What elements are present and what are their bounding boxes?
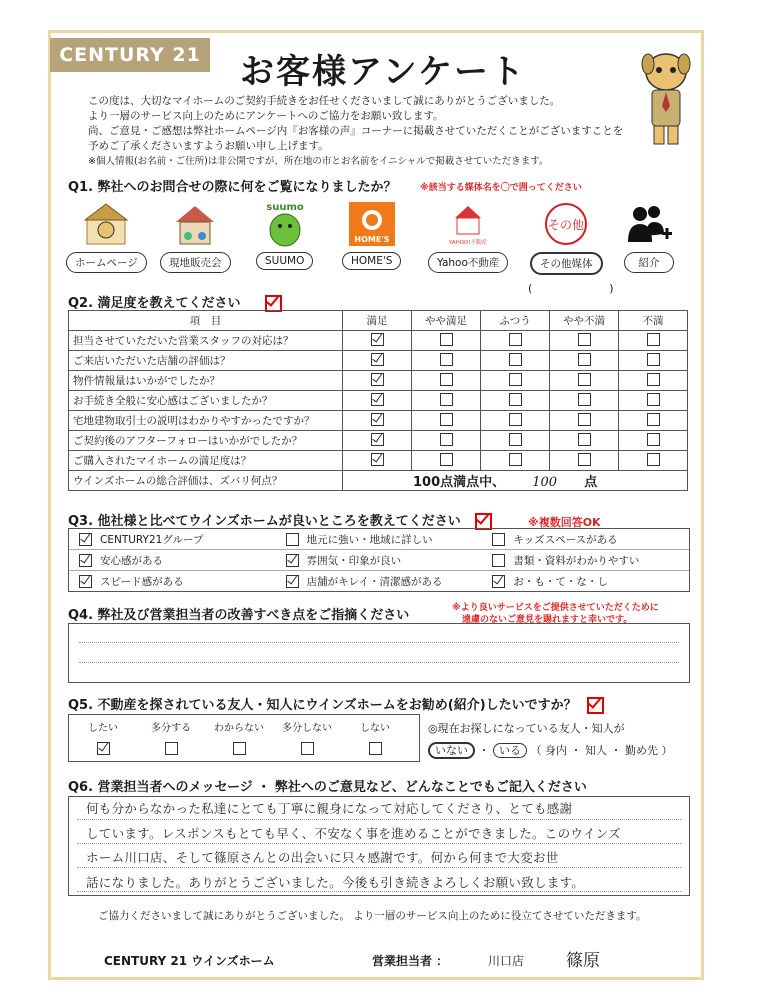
media-suumo[interactable]: [256, 200, 313, 270]
rating-checkbox[interactable]: [647, 393, 660, 406]
mascot-house-icon: [81, 200, 131, 248]
q3-option[interactable]: [276, 574, 483, 589]
option-checkbox[interactable]: [79, 533, 92, 546]
option-checkbox[interactable]: [492, 554, 505, 567]
q5-option[interactable]: [345, 719, 405, 758]
message-line: 何も分からなかった私達にとても丁寧に親身になって対応してくださり、とても感謝: [86, 801, 573, 816]
row-item: 宅地建物取引士の説明はわかりやすかったですか？: [69, 411, 343, 431]
rating-checkbox[interactable]: [578, 353, 591, 366]
option-label: しない: [360, 723, 390, 734]
suumo-icon: [260, 200, 310, 248]
q3-option[interactable]: [276, 553, 483, 568]
rating-checkbox[interactable]: [371, 353, 384, 366]
rating-checkbox[interactable]: [647, 333, 660, 346]
option-label: 店舗がキレイ・清潔感がある: [306, 575, 443, 588]
q5-option[interactable]: [141, 719, 201, 758]
rating-checkbox[interactable]: [440, 453, 453, 466]
rating-checkbox[interactable]: [647, 453, 660, 466]
option-label: 安心感がある: [100, 554, 163, 567]
rating-checkbox[interactable]: [440, 333, 453, 346]
media-homes[interactable]: [342, 200, 401, 270]
yahoo-house-icon: [443, 200, 493, 248]
q3-row: [69, 571, 689, 591]
message-line: ホーム川口店、そして篠原さんとの出会いに只々感謝です。何から何まで大変お世: [86, 850, 559, 865]
q5-option[interactable]: [209, 719, 269, 758]
table-row: [69, 431, 688, 451]
media-label: 現地販売会: [160, 252, 231, 273]
rating-checkbox[interactable]: [578, 453, 591, 466]
other-stamp-text: その他: [548, 218, 585, 232]
q3-heading: [68, 510, 492, 530]
col-item: 項 目: [69, 311, 343, 331]
option-checkbox[interactable]: [369, 742, 382, 755]
q5-options: [68, 714, 420, 762]
rating-checkbox[interactable]: [578, 373, 591, 386]
rating-checkbox[interactable]: [578, 413, 591, 426]
privacy-note: ※個人情報(お名前・ご住所)は非公開ですが、所在地の市とお名前をイニシャルで掲載させていただきます。: [88, 156, 549, 167]
media-yahoo[interactable]: [428, 200, 508, 273]
rating-checkbox[interactable]: [509, 333, 522, 346]
option-checkbox[interactable]: [165, 742, 178, 755]
rating-checkbox[interactable]: [440, 393, 453, 406]
q1-note: ※該当する媒体名を〇で囲ってください: [420, 183, 582, 193]
q3-option[interactable]: [69, 532, 276, 547]
friends-options: [428, 740, 672, 762]
rating-checkbox[interactable]: [509, 353, 522, 366]
media-label: Yahoo不動産: [428, 252, 508, 273]
option-label: キッズスペースがある: [513, 533, 618, 546]
q2-heading: [68, 292, 282, 312]
red-check-icon: [587, 697, 604, 714]
table-row: [69, 391, 688, 411]
col-header: 不満: [619, 311, 688, 331]
option-label: 雰囲気・印象が良い: [306, 554, 402, 567]
option-label: スピード感がある: [100, 575, 184, 588]
table-row: [69, 411, 688, 431]
rating-checkbox[interactable]: [647, 373, 660, 386]
paren-open: (: [528, 282, 533, 295]
row-item: 担当させていただいた営業スタッフの対応は？: [69, 331, 343, 351]
q6-heading: Q6. 営業担当者へのメッセージ ・ 弊社へのご意見など、どんなことでもご記入ください: [68, 780, 587, 795]
intro-line: より一層のサービス向上のためにアンケートへのご協力をお願い致します。: [88, 110, 444, 122]
total-value: 100: [532, 475, 558, 490]
q5-option[interactable]: [73, 719, 133, 758]
col-header: 満足: [343, 311, 412, 331]
friends-label: ◎現在お探しになっている友人・知人が: [428, 722, 625, 735]
q3-option[interactable]: [276, 532, 483, 547]
rating-checkbox[interactable]: [578, 393, 591, 406]
rating-checkbox[interactable]: [371, 413, 384, 426]
intro-line: 予めご了承くださいますようお願い申し上げます。: [88, 140, 329, 152]
option-checkbox[interactable]: [286, 575, 299, 588]
col-header: ふつう: [481, 311, 550, 331]
q3-row: [69, 550, 689, 571]
rating-checkbox[interactable]: [647, 433, 660, 446]
people-add-icon: [624, 200, 674, 248]
friends-none-option[interactable]: いない: [428, 742, 475, 759]
table-row: [69, 331, 688, 351]
media-open-house[interactable]: [160, 200, 231, 273]
q1-heading: Q1. 弊社へのお問合せの際に何をご覧になりましたか？: [68, 180, 397, 195]
q3-option[interactable]: [482, 532, 689, 547]
option-label: 書類・資料がわかりやすい: [513, 554, 640, 567]
q3-note: ※複数回答OK: [528, 516, 601, 529]
q3-options-grid: [68, 528, 690, 592]
relations-options[interactable]: （ 身内 ・ 知人 ・ 勤め先 ）: [530, 744, 673, 757]
option-checkbox[interactable]: [233, 742, 246, 755]
intro-text: [88, 94, 648, 169]
rating-checkbox[interactable]: [509, 453, 522, 466]
homes-brand-text: HOME'S: [354, 235, 390, 244]
option-label: お・も・て・な・し: [513, 575, 608, 588]
table-header-row: [69, 311, 688, 331]
writing-line: [79, 642, 679, 643]
separator: ・: [478, 744, 490, 757]
rating-checkbox[interactable]: [509, 433, 522, 446]
q4-comment-field[interactable]: [68, 623, 690, 683]
option-label: CENTURY21グループ: [100, 533, 204, 546]
q5-heading-text: Q5. 不動産を探されている友人・知人にウインズホームをお勧め(紹介)したいですか？: [68, 698, 577, 713]
rating-checkbox[interactable]: [371, 393, 384, 406]
q3-option[interactable]: [69, 574, 276, 589]
total-score-row: [69, 471, 688, 491]
row-item: 物件情報量はいかがでしたか？: [69, 371, 343, 391]
table-row: [69, 371, 688, 391]
rating-checkbox[interactable]: [440, 413, 453, 426]
rating-checkbox[interactable]: [509, 413, 522, 426]
media-label: ホームページ: [66, 252, 147, 273]
homes-icon: [347, 200, 397, 248]
q3-row: [69, 529, 689, 550]
rating-checkbox[interactable]: [371, 373, 384, 386]
suumo-brand-text: suumo: [265, 202, 304, 213]
rating-checkbox[interactable]: [509, 373, 522, 386]
q3-option[interactable]: [69, 553, 276, 568]
option-label: わからない: [214, 723, 264, 734]
option-label: 多分する: [151, 723, 191, 734]
friends-some-option[interactable]: いる: [493, 743, 527, 758]
media-other[interactable]: [530, 200, 603, 275]
rating-checkbox[interactable]: [578, 333, 591, 346]
q2-heading-text: Q2. 満足度を教えてください: [68, 296, 241, 311]
row-item: ご契約後のアフターフォローはいかがでしたか？: [69, 431, 343, 451]
rating-checkbox[interactable]: [371, 433, 384, 446]
paren-close: ): [609, 282, 614, 295]
yahoo-brand-text: YAHOO!不動産: [449, 240, 488, 246]
rating-checkbox[interactable]: [578, 433, 591, 446]
closing-message: ご協力くださいまして誠にありがとうございました。 より一層のサービス向上のために役立てさせていただきます。: [98, 910, 647, 922]
option-label: したい: [88, 723, 118, 734]
total-score[interactable]: [343, 471, 688, 491]
media-label: 紹介: [624, 252, 674, 273]
total-prefix: 100点満点中、: [413, 475, 506, 490]
footer-staff-label: 営業担当者 ：: [372, 954, 449, 968]
option-checkbox[interactable]: [79, 554, 92, 567]
q5-friends: [428, 718, 672, 762]
media-label: その他媒体: [530, 252, 603, 275]
option-checkbox[interactable]: [79, 575, 92, 588]
rating-checkbox[interactable]: [440, 373, 453, 386]
option-label: 多分しない: [282, 723, 332, 734]
page-title: お客様アンケート: [240, 52, 526, 92]
rating-checkbox[interactable]: [371, 333, 384, 346]
col-header: やや満足: [412, 311, 481, 331]
rating-checkbox[interactable]: [371, 453, 384, 466]
q4-heading: Q4. 弊社及び営業担当者の改善すべき点をご指摘ください: [68, 608, 410, 623]
footer-branch: 川口店: [488, 954, 525, 968]
intro-line: 尚、ご意見・ご感想は弊社ホームページ内『お客様の声』コーナーに掲載させていただくことがございますことを: [88, 125, 624, 137]
century21-logo: CENTURY 21: [50, 38, 210, 72]
q3-option[interactable]: [482, 553, 689, 568]
media-label: SUUMO: [256, 252, 313, 270]
house-family-icon: [170, 200, 220, 248]
option-checkbox[interactable]: [492, 575, 505, 588]
option-checkbox[interactable]: [97, 742, 110, 755]
rating-checkbox[interactable]: [647, 413, 660, 426]
message-line: 話になりました。ありがとうございました。今後も引き続きよろしくお願い致します。: [86, 874, 585, 890]
q5-option[interactable]: [277, 719, 337, 758]
other-media-blank[interactable]: [528, 282, 614, 295]
message-line: しています。レスポンスもとても早く、不安なく事を進めることができました。このウインズ: [86, 825, 621, 841]
media-label: HOME'S: [342, 252, 401, 270]
row-item: ご購入されたマイホームの満足度は？: [69, 451, 343, 471]
satisfaction-table: [68, 310, 688, 491]
option-checkbox[interactable]: [286, 554, 299, 567]
rating-checkbox[interactable]: [440, 433, 453, 446]
handwritten-message: [86, 797, 686, 895]
row-item: ご来店いただいた店舗の評価は？: [69, 351, 343, 371]
row-item: お手続き全般に安心感はございましたか？: [69, 391, 343, 411]
rating-checkbox[interactable]: [440, 353, 453, 366]
q4-note-2: 遠慮のないご意見を賜れますと幸いです。: [462, 615, 633, 625]
option-checkbox[interactable]: [492, 533, 505, 546]
table-row: [69, 351, 688, 371]
footer-staff-name: 篠原: [566, 951, 600, 971]
q3-option[interactable]: [482, 574, 689, 589]
other-stamp-icon: [541, 200, 591, 248]
media-referral[interactable]: [624, 200, 674, 273]
option-checkbox[interactable]: [301, 742, 314, 755]
footer-company: CENTURY 21 ウインズホーム: [104, 954, 275, 968]
q4-note-1: ※より良いサービスをご提供させていただくために: [452, 603, 659, 613]
rating-checkbox[interactable]: [647, 353, 660, 366]
total-suffix: 点: [584, 475, 598, 490]
intro-line: この度は、大切なマイホームのご契約手続きをお任せくださいまして誠にありがとうございました。: [88, 95, 561, 107]
option-label: 地元に強い・地域に詳しい: [306, 533, 433, 546]
q3-heading-text: Q3. 他社様と比べてウインズホームが良いところを教えてください: [68, 514, 461, 529]
writing-line: [79, 662, 679, 663]
total-label: ウインズホームの総合評価は、ズバリ何点？: [69, 471, 343, 491]
option-checkbox[interactable]: [286, 533, 299, 546]
rating-checkbox[interactable]: [509, 393, 522, 406]
q5-heading: [68, 694, 604, 714]
media-homepage[interactable]: [66, 200, 147, 273]
table-row: [69, 451, 688, 471]
col-header: やや不満: [550, 311, 619, 331]
